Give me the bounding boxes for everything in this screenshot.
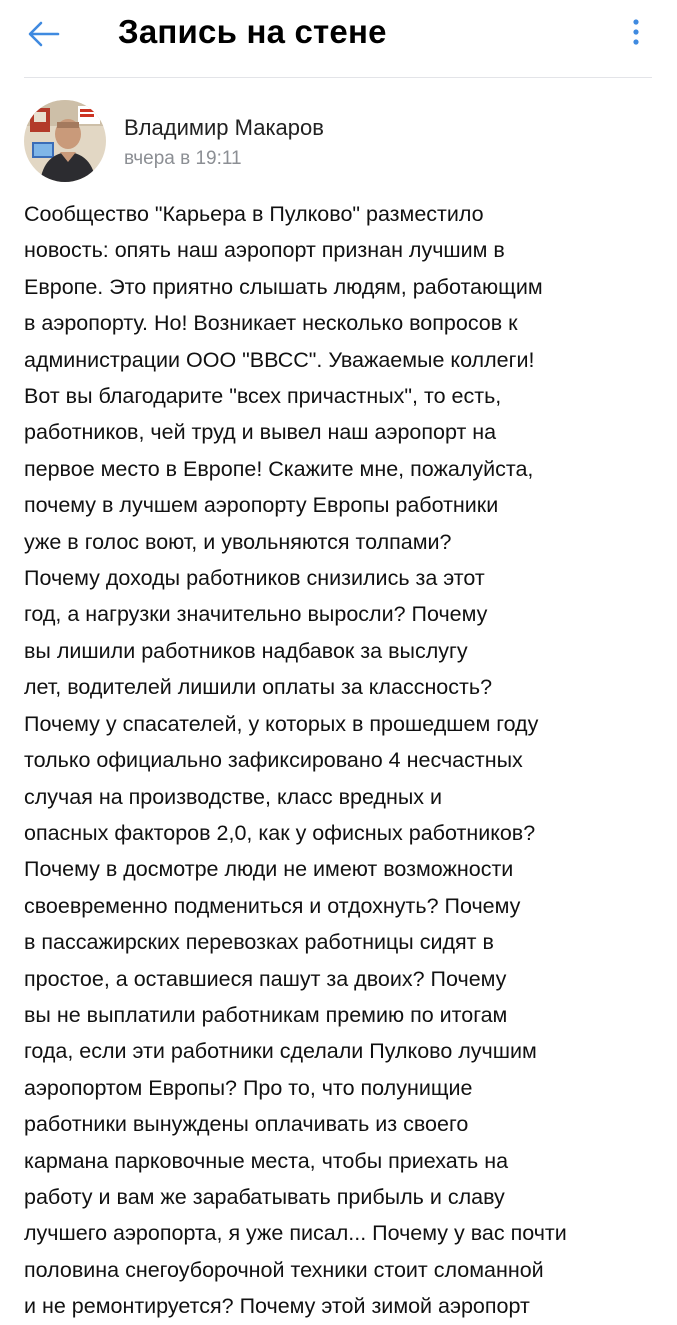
post-timestamp: вчера в 19:11 <box>124 148 242 169</box>
post-text-line: работу и вам же зарабатывать прибыль и славу <box>24 1184 505 1209</box>
post-author-block <box>24 100 654 184</box>
header-divider <box>24 77 652 78</box>
post-text-line: Сообщество "Карьера в Пулково" разместило <box>24 202 484 226</box>
avatar[interactable] <box>24 100 106 182</box>
post-text-line: случая на производстве, класс вредных и <box>24 784 443 809</box>
post-text-line: опасных факторов 2,0, как у офисных работников? <box>24 820 536 845</box>
more-options-button[interactable] <box>618 12 654 52</box>
post-text-line: почему в лучшем аэропорту Европы работники <box>24 493 499 518</box>
post-text-line: в пассажирских перевозках работницы сидят в <box>24 930 494 955</box>
post-text-line: Почему доходы работников снизились за этот <box>24 566 485 591</box>
avatar-photo-icon <box>24 100 106 182</box>
post-text-line: Почему в досмотре люди не имеют возможности <box>24 857 514 882</box>
post-text <box>24 196 656 1325</box>
post-text-line: год, а нагрузки значительно выросли? Почему <box>24 602 488 627</box>
post-text-line: в аэропорту. Но! Возникает несколько вопросов к <box>24 311 518 336</box>
post-text-line: первое место в Европе! Скажите мне, пожалуйста, <box>24 456 534 481</box>
post-text-line: Вот вы благодарите "всех причастных", то есть, <box>24 384 502 409</box>
post-text-line: лет, водителей лишили оплаты за классность? <box>24 675 493 700</box>
post-text-line: работников, чей труд и вывел наш аэропорт на <box>24 420 497 445</box>
post-text-line: вы не выплатили работникам премию по итогам <box>24 1002 508 1027</box>
back-button[interactable] <box>22 14 66 54</box>
post-text-line: уже в голос воют, и увольняются толпами? <box>24 529 452 554</box>
page-title: Запись на стене <box>118 13 387 50</box>
top-bar <box>0 0 677 78</box>
post-text-line: половина снегоуборочной техники стоит сломанной <box>24 1257 544 1282</box>
post-text-line: Европе. Это приятно слышать людям, работающим <box>24 274 543 299</box>
arrow-left-icon <box>27 20 61 48</box>
post-text-line: своевременно подмениться и отдохнуть? Почему <box>24 893 521 918</box>
post-text-line: года, если эти работники сделали Пулково лучшим <box>24 1039 537 1064</box>
more-vertical-icon <box>631 17 641 47</box>
post-text-line: работники вынуждены оплачивать из своего <box>24 1112 469 1137</box>
post-text-line: простое, а оставшиеся пашут за двоих? Почему <box>24 966 507 991</box>
post-text-line: и не ремонтируется? Почему этой зимой аэропорт <box>24 1294 530 1319</box>
post-text-line: только официально зафиксировано 4 несчастных <box>24 748 523 773</box>
post-text-line: администрации ООО "ВВСС". Уважаемые коллеги! <box>24 347 535 372</box>
post-text-line: вы лишили работников надбавок за выслугу <box>24 638 468 663</box>
post-text-line: Почему у спасателей, у которых в прошедшем году <box>24 711 539 736</box>
post-text-line: лучшего аэропорта, я уже писал... Почему у вас почти <box>24 1221 567 1246</box>
post-text-line: новость: опять наш аэропорт признан лучшим в <box>24 238 505 263</box>
author-name[interactable]: Владимир Макаров <box>124 115 324 140</box>
post-text-line: кармана парковочные места, чтобы приехать на <box>24 1148 509 1173</box>
post-text-line: аэропортом Европы? Про то, что полунищие <box>24 1075 473 1100</box>
